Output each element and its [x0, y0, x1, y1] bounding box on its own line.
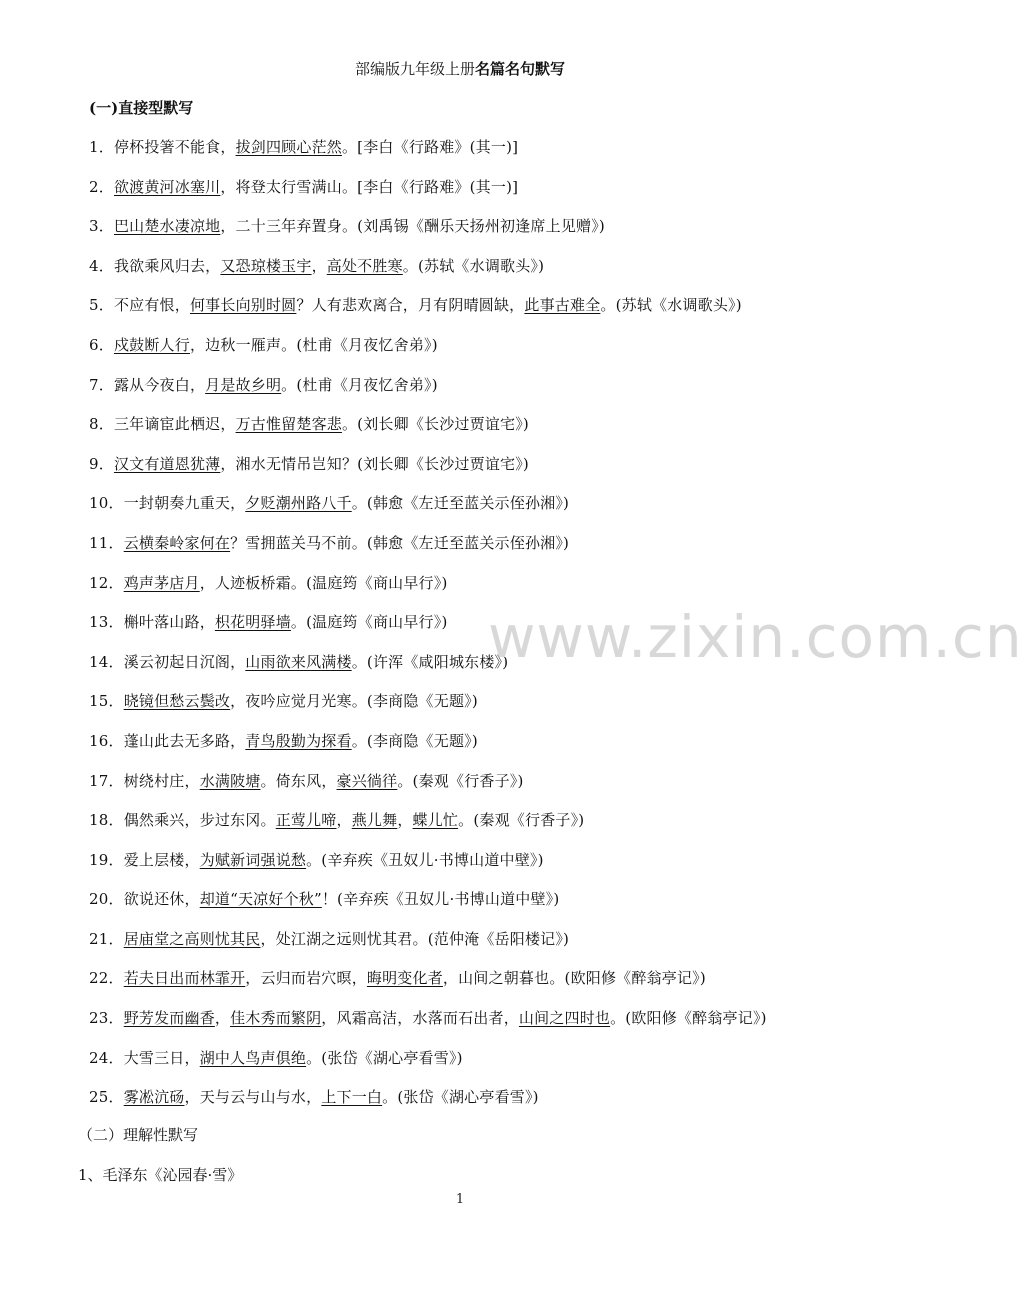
answer-blank-text: 山雨欲来风满楼: [245, 652, 352, 671]
answer-blank-text: 蝶儿忙: [412, 811, 459, 830]
quote-item: [89, 532, 767, 572]
quote-item: [89, 413, 767, 453]
section-heading-comprehension: （二）理解性默写: [78, 1126, 199, 1144]
answer-blank-text: 高处不胜寒: [326, 256, 403, 275]
quote-text: 我欲乘风归去，: [113, 256, 221, 275]
answer-blank-text: 居庙堂之高则忧其民: [123, 929, 261, 948]
item-number: 8．: [89, 415, 114, 434]
answer-blank-text: 山间之四时也: [518, 1009, 611, 1028]
item-number: 6．: [89, 335, 114, 354]
item-number: 13．: [89, 613, 124, 632]
quote-text: 不应有恨，: [113, 296, 190, 315]
item-number: 1．: [89, 138, 114, 156]
quote-text: 大雪三日，: [123, 1048, 200, 1067]
item-number: 9．: [89, 454, 114, 473]
item-number: 19．: [89, 850, 124, 869]
item-number: 14．: [89, 652, 124, 671]
item-number: 5．: [89, 296, 114, 315]
quote-text: ！(辛弃疾《丑奴儿·书博山道中壁》): [321, 890, 560, 909]
item-number: 4．: [89, 256, 114, 275]
item-number: 17．: [89, 771, 124, 790]
quote-text: ，: [397, 811, 413, 830]
answer-blank-text: 晦明变化者: [366, 969, 443, 988]
answer-blank-text: 月是故乡明: [205, 375, 282, 394]
quote-text: ，天与云与山与水，: [184, 1088, 322, 1107]
quote-text: 一封朝奏九重天，: [123, 494, 246, 513]
quote-text: 三年谪宦此栖迟，: [113, 415, 236, 434]
item-number: 2．: [89, 177, 114, 196]
quote-item: [89, 928, 767, 968]
quote-text: ，边秋一雁声。(杜甫《月夜忆舍弟》): [189, 335, 438, 354]
title-normal: 部编版九年级上册: [354, 60, 475, 78]
answer-blank-text: 正莺儿啼: [275, 811, 337, 830]
answer-blank-text: 拔剑四顾心茫然: [235, 138, 342, 156]
item-number: 10．: [89, 494, 124, 513]
quote-item: [89, 1086, 767, 1126]
quote-text: 露从今夜白，: [113, 375, 206, 394]
quote-text: ，二十三年弃置身。(刘禹锡《酬乐天扬州初逢席上见赠》): [220, 217, 605, 236]
quote-text: ，: [336, 811, 352, 830]
answer-blank-text: 湖中人鸟声俱绝: [199, 1048, 307, 1067]
quote-text: ，: [311, 256, 327, 275]
item-number: 3．: [89, 217, 114, 236]
page-number: 1: [455, 1192, 465, 1207]
answer-blank-text: 又恐琼楼玉宇: [220, 256, 312, 275]
answer-blank-text: 欲渡黄河冰塞川: [113, 177, 221, 196]
quote-text: ，云归而岩穴暝，: [245, 969, 367, 988]
answer-blank-text: 万古惟留楚客悲: [235, 415, 342, 434]
answer-blank-text: 若夫日出而林霏开: [123, 969, 246, 988]
quote-text: 蓬山此去无多路，: [123, 731, 246, 750]
quote-item: [89, 374, 767, 414]
answer-blank-text: 却道“天凉好个秋”: [199, 890, 322, 909]
document-title: [0, 58, 920, 80]
subsection-heading: 1、毛泽东《沁园春·雪》: [78, 1166, 243, 1184]
item-number: 20．: [89, 890, 124, 909]
item-number: 11．: [89, 533, 124, 552]
quote-text: 停杯投箸不能食，: [113, 138, 236, 156]
quote-text: 。[李白《行路难》(其一)]: [341, 138, 519, 156]
quote-text: ，夜吟应觉月光寒。(李商隐《无题》): [230, 692, 478, 711]
quote-item: [89, 176, 767, 216]
answer-blank-text: 夕贬潮州路八千: [245, 494, 352, 513]
quote-item: [89, 1007, 767, 1047]
item-number: 24．: [89, 1048, 124, 1067]
quote-text: 。(温庭筠《商山早行》): [290, 613, 448, 632]
quote-item: [89, 492, 767, 532]
answer-blank-text: 野芳发而幽香: [123, 1009, 215, 1028]
answer-blank-text: 青鸟殷勤为探看: [245, 731, 352, 750]
quote-text: 。(张岱《湖心亭看雪》): [306, 1048, 463, 1067]
quote-item: [89, 136, 767, 176]
item-number: 18．: [89, 811, 124, 830]
quote-text: 。(韩愈《左迁至蓝关示侄孙湘》): [351, 494, 570, 513]
quote-text: ，: [214, 1009, 231, 1028]
quote-item: [89, 849, 767, 889]
quote-text: 。(秦观《行香子》): [397, 771, 524, 790]
quote-item: [89, 967, 767, 1007]
answer-blank-text: 何事长向别时圆: [189, 296, 297, 315]
quote-text: ，人迹板桥霜。(温庭筠《商山早行》): [199, 573, 448, 592]
quote-text: 。(秦观《行香子》): [458, 811, 585, 830]
item-number: 16．: [89, 731, 124, 750]
item-number: 25．: [89, 1088, 124, 1107]
quote-text: ，风霜高洁，水落而石出者，: [321, 1009, 519, 1028]
quote-text: 。(苏轼《水调歌头》): [600, 296, 742, 315]
quote-item: [89, 888, 767, 928]
answer-blank-text: 汉文有道恩犹薄: [113, 454, 221, 473]
quote-item: [89, 334, 767, 374]
quote-text: ，处江湖之远则忧其君。(范仲淹《岳阳楼记》): [260, 929, 570, 948]
title-bold: 名篇名句默写: [475, 60, 566, 78]
quote-item: [89, 215, 767, 255]
item-number: 12．: [89, 573, 124, 592]
quote-text: 槲叶落山路，: [123, 613, 215, 632]
answer-blank-text: 雾凇沆砀: [123, 1088, 185, 1107]
quote-text: 偶然乘兴，步过东冈。: [123, 811, 276, 830]
quote-text: 。(李商隐《无题》): [351, 731, 478, 750]
quote-item: [89, 770, 767, 810]
answer-blank-text: 豪兴徜徉: [336, 771, 398, 790]
quote-item: [89, 453, 767, 493]
quote-text: 。(辛弃疾《丑奴儿·书博山道中壁》): [306, 850, 544, 869]
quote-text: 树绕村庄，: [123, 771, 200, 790]
answer-blank-text: 佳木秀而繁阴: [230, 1009, 322, 1028]
item-number: 7．: [89, 375, 114, 394]
quote-item: [89, 690, 767, 730]
quote-text: 。(杜甫《月夜忆舍弟》): [281, 375, 438, 394]
quote-text: 。(欧阳修《醉翁亭记》): [610, 1009, 767, 1028]
answer-blank-text: 为赋新词强说愁: [199, 850, 307, 869]
watermark: www.zixin.com.cn: [488, 603, 1023, 671]
answer-blank-text: 鸡声茅店月: [123, 573, 200, 592]
quote-text: ？人有悲欢离合，月有阴晴圆缺，: [296, 296, 525, 315]
answer-blank-text: 上下一白: [321, 1088, 383, 1107]
quote-text: 欲说还休，: [123, 890, 200, 909]
quote-text: ，山间之朝暮也。(欧阳修《醉翁亭记》): [442, 969, 706, 988]
answer-blank-text: 戍鼓断人行: [113, 335, 190, 354]
quote-text: ，将登太行雪满山。[李白《行路难》(其一)]: [220, 177, 519, 196]
quote-text: 。倚东风，: [260, 771, 337, 790]
answer-blank-text: 枳花明驿墙: [214, 613, 291, 632]
answer-blank-text: 云横秦岭家何在: [123, 533, 231, 552]
quote-item: [89, 730, 767, 770]
quote-item: [89, 294, 767, 334]
quote-text: 。(刘长卿《长沙过贾谊宅》): [341, 415, 529, 434]
quote-text: 。(许浑《咸阳城东楼》): [351, 652, 509, 671]
section-heading-direct: (一)直接型默写: [89, 99, 194, 117]
quote-text: 。(张岱《湖心亭看雪》): [382, 1088, 539, 1107]
item-number: 22．: [89, 969, 124, 988]
answer-blank-text: 燕儿舞: [351, 811, 398, 830]
quote-text: 溪云初起日沉阁，: [123, 652, 246, 671]
quote-text: ？雪拥蓝关马不前。(韩愈《左迁至蓝关示侄孙湘》): [230, 533, 570, 552]
quote-item: [89, 255, 767, 295]
answer-blank-text: 巴山楚水凄凉地: [113, 217, 221, 236]
item-number: 21．: [89, 929, 124, 948]
answer-blank-text: 晓镜但愁云鬓改: [123, 692, 231, 711]
quote-text: ，湘水无情吊岂知？(刘长卿《长沙过贾谊宅》): [220, 454, 529, 473]
quote-item: [89, 809, 767, 849]
item-number: 23．: [89, 1009, 124, 1028]
item-number: 15．: [89, 692, 124, 711]
quote-item: [89, 1047, 767, 1087]
quote-text: 爱上层楼，: [123, 850, 200, 869]
quote-text: 。(苏轼《水调歌头》): [402, 256, 545, 275]
answer-blank-text: 水满陂塘: [199, 771, 261, 790]
answer-blank-text: 此事古难全: [524, 296, 601, 315]
